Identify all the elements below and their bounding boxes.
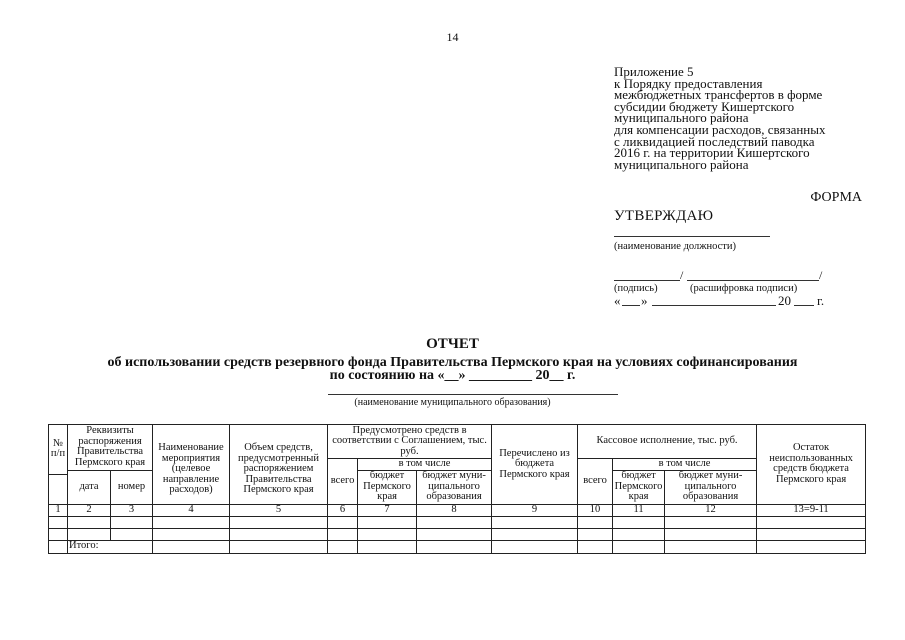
header-transferred: Перечислено из бюджета Пермского края [492, 425, 578, 505]
col-number: 5 [230, 504, 328, 516]
col-number: 12 [665, 504, 757, 516]
header-provided: Предусмотрено средств в соответствии с Соглашением, тыс. руб. [328, 425, 492, 459]
slash-separator: / [680, 268, 684, 282]
day-line [622, 305, 640, 306]
col-number: 11 [613, 504, 665, 516]
appendix-line: с ликвидацией последствий паводка [614, 133, 815, 149]
header-number: номер [111, 470, 153, 504]
col-number: 1 [49, 504, 68, 516]
header-num-tail [49, 474, 68, 504]
header-municipal-budget-2: бюджет муни-ципального образования [665, 470, 757, 504]
date-open-quote: « [614, 293, 621, 308]
col-number: 8 [417, 504, 492, 516]
header-regional-budget-2: бюджет Пермского края [613, 470, 665, 504]
col-number: 6 [328, 504, 358, 516]
decode-caption: (расшифровка подписи) [690, 283, 798, 294]
header-requisites: Реквизиты распоряжения Правительства Пермского края [68, 425, 153, 471]
month-line [652, 305, 776, 306]
table-row-total [49, 540, 866, 553]
report-table [48, 424, 866, 554]
slash-separator: / [819, 268, 823, 282]
appendix-line: муниципального района [614, 110, 749, 126]
municipality-caption: (наименование муниципального образования) [354, 397, 551, 408]
col-number: 7 [358, 504, 417, 516]
col-number: 13=9-11 [757, 504, 866, 516]
header-cash: Кассовое исполнение, тыс. руб. [578, 425, 757, 459]
header-total-2: всего [578, 459, 613, 505]
position-line [614, 236, 770, 237]
appendix-line: к Порядку предоставления [614, 75, 763, 91]
appendix-line: муниципального района [614, 156, 749, 172]
signature-line [614, 280, 680, 281]
report-subtitle-line: по состоянию на «__» _________ 20__ г. [329, 368, 576, 383]
municipality-line [328, 394, 618, 395]
appendix-line: для компенсации расходов, связанных [614, 121, 826, 137]
table-row [49, 516, 866, 528]
year-suffix: г. [817, 293, 825, 308]
form-label: ФОРМА [810, 190, 862, 205]
page-number: 14 [446, 30, 459, 44]
header-municipal-budget: бюджет муни-ципального образования [417, 470, 492, 504]
approve-title: УТВЕРЖДАЮ [614, 208, 714, 224]
date-close-quote: » [641, 293, 648, 308]
header-num: № п/п [49, 425, 68, 475]
signature-caption: (подпись) [614, 283, 658, 294]
total-label: Итого: [68, 540, 153, 553]
report-subtitle [40, 356, 865, 382]
appendix-line: 2016 г. на территории Кишертского [614, 145, 810, 161]
col-number: 4 [153, 504, 230, 516]
col-number: 3 [111, 504, 153, 516]
appendix-block [614, 66, 884, 170]
col-number: 9 [492, 504, 578, 516]
header-date: дата [68, 470, 111, 504]
year-prefix: 20 [778, 293, 791, 308]
appendix-line: Приложение 5 [614, 64, 694, 79]
appendix-line: межбюджетных трансфертов в форме [614, 87, 823, 103]
header-remainder: Остаток неиспользованных средств бюджета Пермского края [757, 425, 866, 505]
col-number: 10 [578, 504, 613, 516]
appendix-line: субсидии бюджету Кишертского [614, 98, 795, 114]
report-subtitle-line: об использовании средств резервного фонда Правительства Пермского края на условиях софинансирования [107, 355, 798, 370]
table-row [49, 528, 866, 540]
position-caption: (наименование должности) [614, 241, 737, 252]
report-title: ОТЧЕТ [426, 336, 479, 352]
decode-line [687, 280, 819, 281]
year-line [794, 305, 814, 306]
header-volume: Объем средств, предусмотренный распоряжением Правительства Пермского края [230, 425, 328, 505]
header-including: в том числе [358, 459, 492, 471]
header-including-2: в том числе [613, 459, 757, 471]
header-regional-budget: бюджет Пермского края [358, 470, 417, 504]
header-event-name: Наименование мероприятия (целевое направление расходов) [153, 425, 230, 505]
col-number: 2 [68, 504, 111, 516]
header-total: всего [328, 459, 358, 505]
